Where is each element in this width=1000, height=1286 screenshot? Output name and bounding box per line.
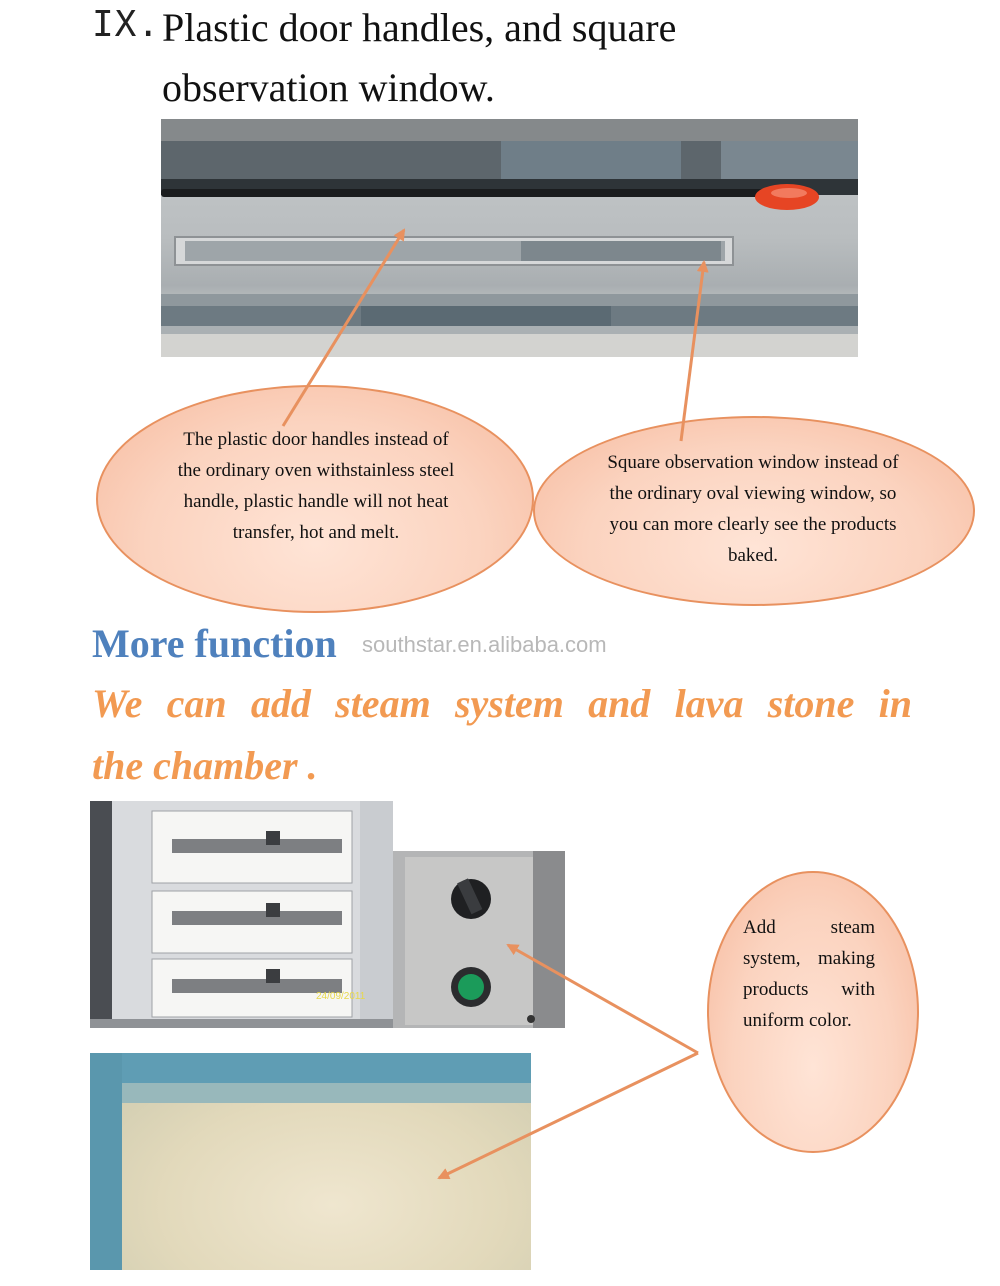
oven-door-photo xyxy=(161,119,858,357)
control-panel-photo xyxy=(393,851,565,1028)
oven-chambers-photo xyxy=(90,801,393,1028)
section-title-line-2: observation window. xyxy=(162,65,495,110)
handle-callout-text: The plastic door handles instead of the ordinary oven withstainless steel handle, plastic handle will not heat transfer, hot and melt. xyxy=(177,429,455,543)
section-title-line-1: Plastic door handles, and square xyxy=(162,5,677,50)
chamber-interior-photo xyxy=(90,1053,531,1270)
section-number: IX. xyxy=(92,4,161,45)
window-callout-text: Square observation window instead of the ordinary oval viewing window, so you can more clearly see the products baked. xyxy=(607,452,899,566)
more-function-title: More function xyxy=(92,621,337,666)
photo-date-stamp: 24/09/2011 xyxy=(316,991,366,1002)
steam-callout-text: Add steam system, making products with uniform color. xyxy=(743,917,875,1031)
tagline-line-2: the chamber . xyxy=(92,743,318,788)
watermark-text: southstar.en.alibaba.com xyxy=(362,632,607,657)
tagline-line-1: We can add steam system and lava stone in xyxy=(92,681,912,726)
